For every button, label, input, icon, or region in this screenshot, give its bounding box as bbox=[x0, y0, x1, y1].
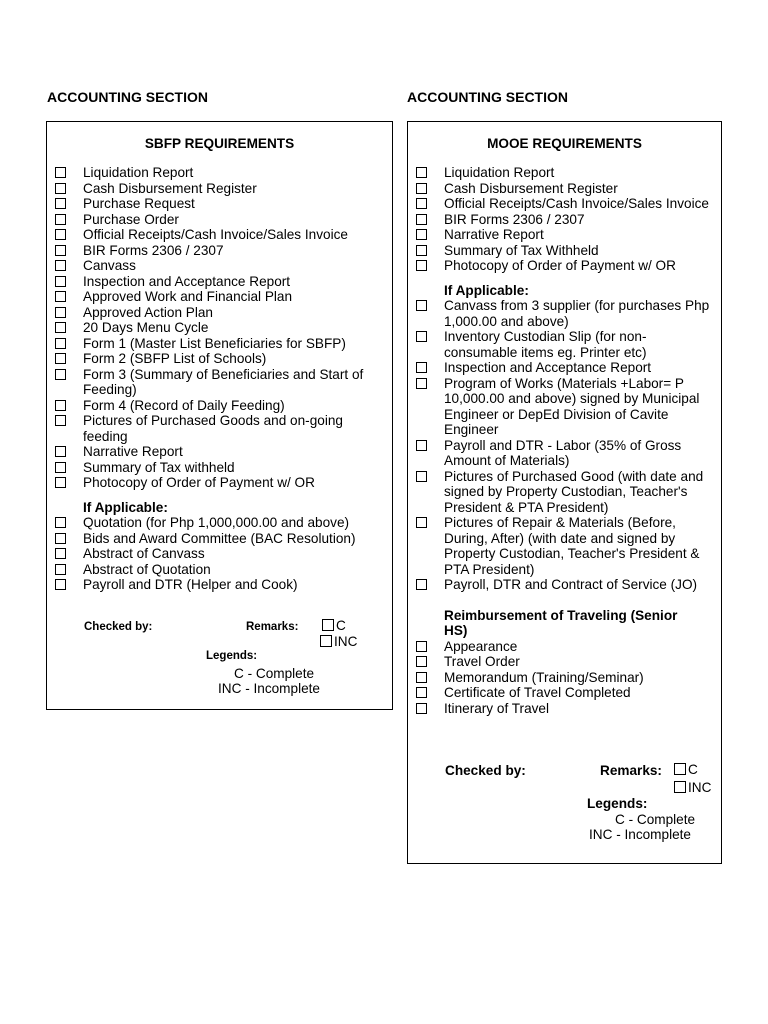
checklist-item[interactable] bbox=[408, 181, 721, 197]
checklist-item[interactable] bbox=[47, 336, 392, 352]
checklist-item[interactable] bbox=[408, 670, 721, 686]
checklist-item-label: Canvass bbox=[83, 258, 136, 273]
checklist-item-label: Itinerary of Travel bbox=[444, 700, 550, 716]
checklist-item-label: Abstract of Canvass bbox=[83, 546, 205, 561]
checklist-item-label: Payroll, DTR and Contract of Service (JO) bbox=[444, 577, 698, 592]
mooe-panel-title: MOOE REQUIREMENTS bbox=[487, 136, 642, 151]
mooe-remark-complete[interactable]: C bbox=[674, 762, 698, 777]
sbfp-checked-by-label: Checked by: bbox=[84, 620, 153, 633]
checklist-item-label: Program of Works (Materials +Labor= P 10,000.00 and above) signed by Municipal Engineer or DepEd Division of Cavite Engineer bbox=[444, 375, 700, 437]
checkbox-icon[interactable] bbox=[674, 763, 686, 775]
mooe-if-applicable-label: If Applicable: bbox=[444, 282, 529, 298]
checkbox-icon[interactable] bbox=[55, 564, 66, 575]
checklist-item-label: Memorandum (Training/Seminar) bbox=[444, 669, 644, 685]
mooe-checked-by-label: Checked by: bbox=[445, 763, 526, 778]
mooe-legend-incomplete: INC - Incomplete bbox=[589, 827, 691, 842]
checklist-item[interactable] bbox=[408, 701, 721, 717]
sbfp-if-applicable-label: If Applicable: bbox=[83, 499, 168, 515]
checklist-item[interactable] bbox=[47, 562, 392, 578]
checkbox-icon[interactable] bbox=[416, 214, 427, 225]
checklist-item[interactable] bbox=[47, 351, 392, 367]
mooe-legends-label: Legends: bbox=[587, 796, 648, 811]
checklist-item-label: Form 3 (Summary of Beneficiaries and Start of Feeding) bbox=[83, 366, 364, 397]
checklist-item[interactable] bbox=[408, 227, 721, 243]
checklist-item-label: Summary of Tax Withheld bbox=[444, 242, 599, 258]
checklist-item[interactable] bbox=[408, 654, 721, 670]
checklist-item[interactable] bbox=[408, 515, 721, 577]
checkbox-icon[interactable] bbox=[416, 471, 427, 482]
sbfp-panel bbox=[46, 121, 393, 710]
checklist-item[interactable] bbox=[47, 460, 392, 476]
checklist-item-label: Approved Work and Financial Plan bbox=[83, 289, 293, 304]
checkbox-icon[interactable] bbox=[416, 167, 427, 178]
checkbox-icon[interactable] bbox=[322, 619, 334, 631]
checklist-item-label: Pictures of Repair & Materials (Before, During, After) (with date and signed by Property Custodian, Teacher's President & PTA President) bbox=[444, 515, 700, 577]
right-section-title: ACCOUNTING SECTION bbox=[407, 89, 568, 105]
checkbox-icon[interactable] bbox=[416, 440, 427, 451]
mooe-remark-incomplete[interactable]: INC bbox=[674, 780, 711, 795]
mooe-if-applicable-list bbox=[408, 298, 721, 593]
checklist-item-label: Summary of Tax withheld bbox=[83, 459, 235, 475]
checkbox-icon[interactable] bbox=[416, 229, 427, 240]
checklist-item-label: BIR Forms 2306 / 2307 bbox=[83, 242, 224, 258]
checkbox-icon[interactable] bbox=[55, 462, 66, 473]
checklist-item[interactable] bbox=[47, 444, 392, 460]
checkbox-icon[interactable] bbox=[55, 338, 66, 349]
mooe-panel bbox=[407, 121, 722, 864]
checklist-item[interactable] bbox=[47, 289, 392, 305]
checkbox-icon[interactable] bbox=[416, 378, 427, 389]
checkbox-icon[interactable] bbox=[55, 229, 66, 240]
checkbox-icon[interactable] bbox=[416, 687, 427, 698]
checklist-item-label: Liquidation Report bbox=[83, 165, 194, 180]
checklist-item-label: Travel Order bbox=[444, 654, 520, 669]
mooe-requirements-list bbox=[408, 165, 721, 274]
checkbox-icon[interactable] bbox=[55, 446, 66, 457]
checklist-item[interactable] bbox=[408, 258, 721, 274]
checklist-item-label: Form 1 (Master List Beneficiaries for SBFP) bbox=[83, 335, 346, 351]
checklist-item-label: Narrative Report bbox=[83, 444, 183, 459]
checklist-item[interactable] bbox=[408, 196, 721, 212]
checkbox-icon[interactable] bbox=[55, 517, 66, 528]
sbfp-footer bbox=[47, 593, 392, 696]
checklist-item[interactable] bbox=[408, 685, 721, 701]
checklist-item[interactable] bbox=[408, 639, 721, 655]
sbfp-requirements-list bbox=[47, 165, 392, 491]
checklist-item[interactable] bbox=[47, 367, 392, 398]
checkbox-icon[interactable] bbox=[416, 331, 427, 342]
checkbox-icon[interactable] bbox=[416, 641, 427, 652]
checkbox-icon[interactable] bbox=[416, 703, 427, 714]
checkbox-icon[interactable] bbox=[55, 276, 66, 287]
checklist-item[interactable] bbox=[47, 196, 392, 212]
checklist-item-label: Payroll and DTR - Labor (35% of Gross Amount of Materials) bbox=[444, 437, 682, 468]
checklist-item-label: Cash Disbursement Register bbox=[444, 180, 618, 196]
checkbox-icon[interactable] bbox=[55, 322, 66, 333]
sbfp-remark-complete[interactable]: C bbox=[322, 618, 346, 633]
checklist-item[interactable] bbox=[408, 360, 721, 376]
sbfp-legends-label: Legends: bbox=[206, 649, 258, 662]
checklist-item-label: Inspection and Acceptance Report bbox=[444, 360, 652, 375]
checklist-item[interactable] bbox=[47, 305, 392, 321]
checklist-item[interactable] bbox=[47, 515, 392, 531]
sbfp-legend-incomplete: INC - Incomplete bbox=[218, 680, 320, 696]
checklist-item-label: Purchase Request bbox=[83, 196, 195, 211]
checklist-item-label: Payroll and DTR (Helper and Cook) bbox=[83, 577, 298, 592]
sbfp-if-applicable-list bbox=[47, 515, 392, 593]
checklist-item[interactable] bbox=[47, 258, 392, 274]
checklist-item[interactable] bbox=[47, 320, 392, 336]
checkbox-icon[interactable] bbox=[55, 548, 66, 559]
sbfp-remark-incomplete[interactable]: INC bbox=[320, 634, 357, 649]
checkbox-icon[interactable] bbox=[416, 300, 427, 311]
checklist-item-label: Purchase Order bbox=[83, 211, 179, 227]
checkbox-icon[interactable] bbox=[416, 362, 427, 373]
checklist-item[interactable] bbox=[47, 475, 392, 491]
checklist-item-label: Abstract of Quotation bbox=[83, 561, 211, 577]
checklist-item-label: Narrative Report bbox=[444, 227, 544, 242]
checklist-item-label: Official Receipts/Cash Invoice/Sales Invoice bbox=[83, 227, 348, 242]
checklist-item-label: Photocopy of Order of Payment w/ OR bbox=[83, 475, 315, 490]
checklist-item[interactable] bbox=[47, 531, 392, 547]
sbfp-panel-title: SBFP REQUIREMENTS bbox=[144, 136, 295, 151]
checklist-item[interactable] bbox=[408, 329, 721, 360]
checklist-item-label: Official Receipts/Cash Invoice/Sales Invoice bbox=[444, 196, 709, 211]
checklist-item[interactable] bbox=[47, 212, 392, 228]
mooe-remarks-label: Remarks: bbox=[600, 763, 662, 778]
checklist-item[interactable] bbox=[408, 212, 721, 228]
checklist-item[interactable] bbox=[408, 298, 721, 329]
checklist-item-label: Canvass from 3 supplier (for purchases Php 1,000.00 and above) bbox=[444, 298, 710, 329]
mooe-legend-complete: C - Complete bbox=[615, 812, 696, 827]
checklist-item[interactable] bbox=[47, 243, 392, 259]
checkbox-icon[interactable] bbox=[416, 517, 427, 528]
checkbox-icon[interactable] bbox=[55, 183, 66, 194]
mooe-reimbursement-list bbox=[408, 639, 721, 717]
checklist-item-label: Inventory Custodian Slip (for non-consumable items eg. Printer etc) bbox=[444, 329, 647, 360]
checkbox-icon[interactable] bbox=[55, 353, 66, 364]
checkbox-icon[interactable] bbox=[55, 245, 66, 256]
checkbox-icon[interactable] bbox=[55, 400, 66, 411]
checklist-item[interactable] bbox=[47, 398, 392, 414]
checklist-item-label: Certificate of Travel Completed bbox=[444, 685, 631, 700]
checklist-item[interactable] bbox=[408, 469, 721, 516]
checkbox-icon[interactable] bbox=[416, 656, 427, 667]
checkbox-icon[interactable] bbox=[320, 635, 332, 647]
checkbox-icon[interactable] bbox=[55, 198, 66, 209]
checkbox-icon[interactable] bbox=[55, 369, 66, 380]
checkbox-icon[interactable] bbox=[416, 672, 427, 683]
checklist-item[interactable] bbox=[408, 165, 721, 181]
checkbox-icon[interactable] bbox=[416, 579, 427, 590]
checklist-item-label: Appearance bbox=[444, 638, 518, 654]
checklist-item[interactable] bbox=[47, 546, 392, 562]
checklist-item-label: Quotation (for Php 1,000,000.00 and above) bbox=[83, 515, 350, 530]
checklist-item-label: Bids and Award Committee (BAC Resolution) bbox=[83, 530, 356, 546]
checkbox-icon[interactable] bbox=[55, 214, 66, 225]
checkbox-icon[interactable] bbox=[55, 307, 66, 318]
checkbox-icon[interactable] bbox=[416, 260, 427, 271]
checklist-item-label: Photocopy of Order of Payment w/ OR bbox=[444, 258, 676, 273]
sbfp-remarks-label: Remarks: bbox=[246, 620, 299, 633]
checklist-item-label: 20 Days Menu Cycle bbox=[83, 320, 209, 335]
left-section-title: ACCOUNTING SECTION bbox=[47, 89, 208, 105]
checkbox-icon[interactable] bbox=[55, 533, 66, 544]
checkbox-icon[interactable] bbox=[55, 167, 66, 178]
checkbox-icon[interactable] bbox=[55, 291, 66, 302]
checklist-item[interactable] bbox=[47, 181, 392, 197]
checklist-item-label: Approved Action Plan bbox=[83, 304, 213, 320]
checklist-item-label: Form 2 (SBFP List of Schools) bbox=[83, 351, 267, 366]
checklist-item[interactable] bbox=[408, 376, 721, 438]
checklist-item[interactable] bbox=[47, 577, 392, 593]
checkbox-icon[interactable] bbox=[416, 198, 427, 209]
sbfp-legend-complete: C - Complete bbox=[234, 665, 315, 681]
checkbox-icon[interactable] bbox=[55, 260, 66, 271]
checkbox-icon[interactable] bbox=[416, 245, 427, 256]
mooe-footer bbox=[408, 716, 721, 846]
checklist-item-label: Pictures of Purchased Good (with date and signed by Property Custodian, Teacher's President & PTA President) bbox=[444, 468, 704, 515]
checkbox-icon[interactable] bbox=[416, 183, 427, 194]
checklist-item[interactable] bbox=[47, 165, 392, 181]
checklist-item-label: Cash Disbursement Register bbox=[83, 180, 257, 196]
checklist-item-label: Liquidation Report bbox=[444, 165, 555, 180]
checklist-item-label: BIR Forms 2306 / 2307 bbox=[444, 211, 585, 227]
checkbox-icon[interactable] bbox=[674, 781, 686, 793]
checklist-item[interactable] bbox=[408, 438, 721, 469]
checklist-item[interactable] bbox=[47, 413, 392, 444]
checkbox-icon[interactable] bbox=[55, 579, 66, 590]
checklist-item[interactable] bbox=[408, 243, 721, 259]
checklist-item-label: Form 4 (Record of Daily Feeding) bbox=[83, 397, 285, 413]
checklist-item-label: Pictures of Purchased Goods and on-going feeding bbox=[83, 413, 343, 444]
mooe-reimbursement-label: Reimbursement of Traveling (Senior HS) bbox=[444, 607, 678, 638]
checklist-item[interactable] bbox=[408, 577, 721, 593]
checklist-item-label: Inspection and Acceptance Report bbox=[83, 273, 291, 289]
checkbox-icon[interactable] bbox=[55, 415, 66, 426]
checkbox-icon[interactable] bbox=[55, 477, 66, 488]
checklist-item[interactable] bbox=[47, 227, 392, 243]
checklist-item[interactable] bbox=[47, 274, 392, 290]
